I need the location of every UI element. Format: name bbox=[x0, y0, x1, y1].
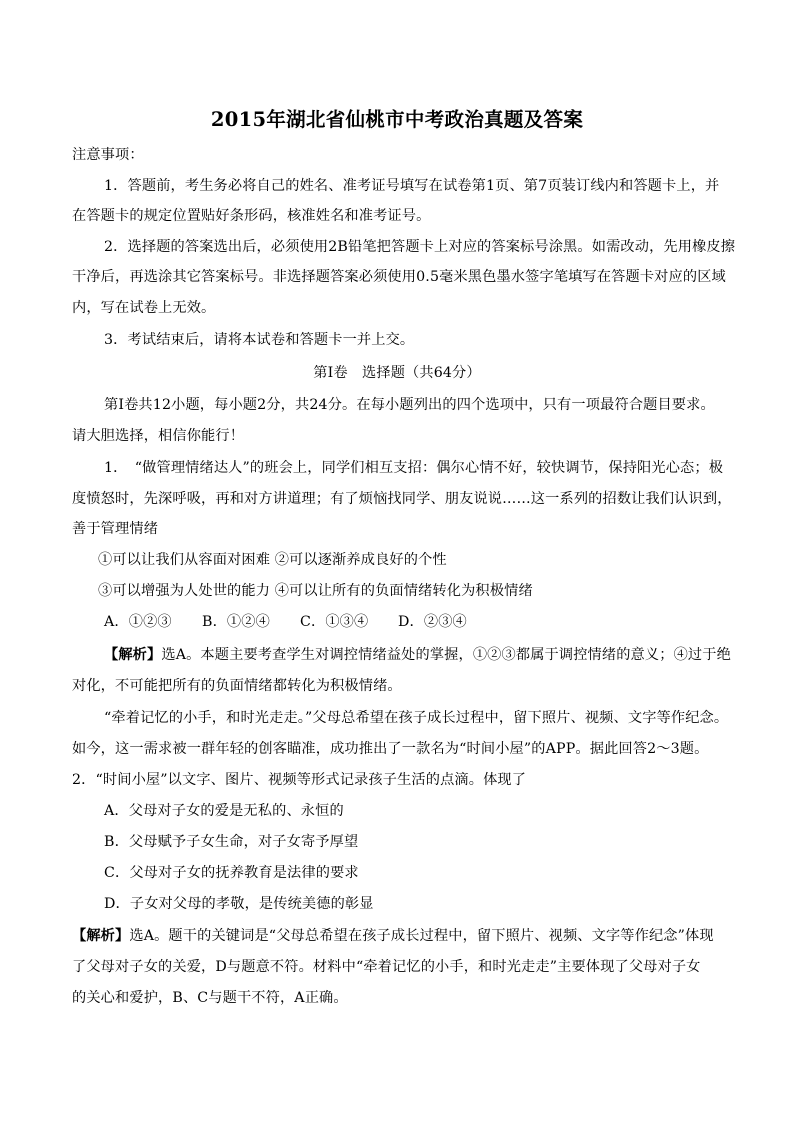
notice-item-2-line-1: 2．选择题的答案选出后，必须使用2B铅笔把答题卡上对应的答案标号涂黑。如需改动，先用橡皮擦 bbox=[104, 239, 736, 255]
page-title: 2015年湖北省仙桃市中考政治真题及答案 bbox=[210, 108, 584, 131]
notice-item-1-line-1: 1．答题前，考生务必将自己的姓名、准考证号填写在试卷第1页、第7页装订线内和答题卡上，并 bbox=[104, 178, 720, 194]
question-1-stem-line-1: 1． “做管理情绪达人”的班会上，同学们相互支招：偶尔心情不好，较快调节，保持阳光心态；极 bbox=[104, 460, 724, 476]
notice-item-2-line-3: 内，写在试卷上无效。 bbox=[72, 300, 216, 316]
analysis-text: 选A。题干的关键词是“父母总希望在孩子成长过程中，留下照片、视频、文字等作纪念”体现 bbox=[129, 928, 714, 944]
question-2-analysis-line-3: 的关心和爱护，B、C与题干不符，A正确。 bbox=[72, 990, 348, 1006]
analysis-label: 【解析】 bbox=[72, 928, 130, 944]
section-heading: 第Ⅰ卷 选择题（共64分） bbox=[313, 365, 481, 381]
question-1-option-c: C．①③④ bbox=[300, 614, 369, 630]
analysis-label: 【解析】 bbox=[104, 647, 162, 663]
question-2-option-b: B．父母赋予子女生命，对子女寄予厚望 bbox=[104, 834, 359, 850]
question-1-analysis-line-2: 对化，不可能把所有的负面情绪都转化为积极情绪。 bbox=[72, 678, 402, 694]
question-1-stem-line-3: 善于管理情绪 bbox=[72, 521, 159, 537]
question-2-option-c: C．父母对子女的抚养教育是法律的要求 bbox=[104, 865, 359, 881]
question-2-analysis-line-2: 了父母对子女的关爱，D与题意不符。材料中“牵着记忆的小手，和时光走走”主要体现了父母对子女 bbox=[72, 959, 701, 975]
material-line-1: “牵着记忆的小手，和时光走走。”父母总希望在孩子成长过程中，留下照片、视频、文字等作纪念。 bbox=[104, 710, 729, 726]
question-1-analysis-line-1 bbox=[104, 645, 731, 665]
question-2-stem: 2．“时间小屋”以文字、图片、视频等形式记录孩子生活的点滴。体现了 bbox=[72, 772, 527, 788]
question-1-option-b: B．①②④ bbox=[202, 614, 270, 630]
question-1-statements-line-2: ③可以增强为人处世的能力 ④可以让所有的负面情绪转化为积极情绪 bbox=[98, 583, 533, 599]
question-2-option-d: D．子女对父母的孝敬，是传统美德的彰显 bbox=[104, 896, 374, 912]
analysis-text: 选A。本题主要考查学生对调控情绪益处的掌握，①②③都属于调控情绪的意义；④过于绝 bbox=[161, 647, 731, 663]
question-2-analysis-line-1 bbox=[72, 926, 714, 946]
section-intro-line-1: 第Ⅰ卷共12小题，每小题2分，共24分。在每小题列出的四个选项中，只有一项最符合题目要求。 bbox=[104, 397, 715, 413]
question-1-stem-line-2: 度愤怒时，先深呼吸，再和对方讲道理；有了烦恼找同学、朋友说说……这一系列的招数让我们认识到， bbox=[72, 491, 732, 507]
notice-item-2-line-2: 干净后，再选涂其它答案标号。非选择题答案必须使用0.5毫米黑色墨水签字笔填写在答题卡对应的区域 bbox=[72, 269, 726, 285]
question-1-statements-line-1: ①可以让我们从容面对困难 ②可以逐渐养成良好的个性 bbox=[98, 552, 447, 568]
section-intro-line-2: 请大胆选择，相信你能行！ bbox=[72, 428, 245, 444]
notice-item-1-line-2: 在答题卡的规定位置贴好条形码，核准姓名和准考证号。 bbox=[72, 208, 431, 224]
notice-heading: 注意事项： bbox=[72, 147, 144, 163]
question-1-option-a: A．①②③ bbox=[104, 614, 172, 630]
question-2-option-a: A．父母对子女的爱是无私的、永恒的 bbox=[104, 803, 344, 819]
question-1-options bbox=[104, 612, 496, 632]
notice-item-3: 3．考试结束后，请将本试卷和答题卡一并上交。 bbox=[104, 332, 415, 348]
material-line-2: 如今，这一需求被一群年轻的创客瞄准，成功推出了一款名为“时间小屋”的APP。据此回答2～3题。 bbox=[72, 741, 709, 757]
question-1-option-d: D．②③④ bbox=[398, 614, 467, 630]
